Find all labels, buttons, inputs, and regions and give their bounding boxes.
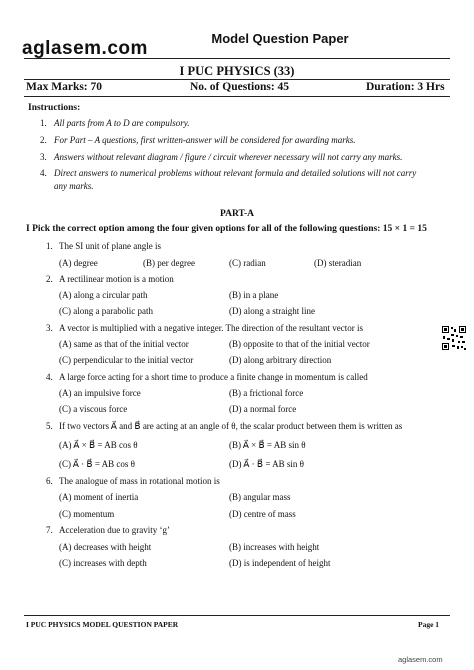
- option: (C) radian: [229, 258, 266, 268]
- page-number: Page 1: [418, 620, 440, 629]
- instruction-item: 4. Direct answers to numerical problems without relevant formula and detailed solutions will not carry: [40, 168, 417, 178]
- instructions-heading: Instructions:: [28, 103, 81, 113]
- option: (A) degree: [59, 258, 98, 268]
- divider: [24, 96, 450, 97]
- option: (C) along a parabolic path: [59, 306, 153, 316]
- max-marks: Max Marks: 70: [26, 81, 103, 93]
- option: (C) A⃗ · B⃗ = AB cos θ: [59, 459, 135, 469]
- option: (A) along a circular path: [59, 290, 148, 300]
- question: 1. The SI unit of plane angle is: [46, 241, 161, 251]
- option: (B) in a plane: [229, 290, 279, 300]
- question-count: No. of Questions: 45: [190, 81, 290, 93]
- option: (D) centre of mass: [229, 509, 296, 519]
- subject-title: I PUC PHYSICS (33): [179, 64, 295, 78]
- watermark: aglasem.com: [398, 655, 443, 664]
- option: (A) decreases with height: [59, 542, 152, 552]
- option: (C) a viscous force: [59, 404, 128, 414]
- question: 2. A rectilinear motion is a motion: [46, 274, 174, 284]
- option: (C) momentum: [59, 509, 115, 519]
- option: (B) a frictional force: [229, 388, 304, 398]
- option: (A) an impulsive force: [59, 388, 141, 398]
- instruction-item: 3. Answers without relevant diagram / figure / circuit wherever necessary will not carry any marks.: [40, 152, 403, 162]
- option: (C) increases with depth: [59, 558, 147, 568]
- footer-title: I PUC PHYSICS MODEL QUESTION PAPER: [26, 620, 179, 629]
- part-heading: PART-A: [220, 209, 254, 219]
- site-logo: aglasem.com: [22, 38, 148, 59]
- option: (D) along arbitrary direction: [229, 355, 332, 365]
- instruction-item: 2. For Part – A questions, first written-answer will be considered for awarding marks.: [40, 135, 356, 145]
- option: (B) opposite to that of the initial vector: [229, 339, 370, 349]
- option: (A) moment of inertia: [59, 492, 139, 502]
- instruction-item: any marks.: [54, 181, 94, 191]
- option: (B) increases with height: [229, 542, 320, 552]
- option: (B) angular mass: [229, 492, 291, 502]
- option: (C) perpendicular to the initial vector: [59, 355, 194, 365]
- duration: Duration: 3 Hrs: [366, 81, 445, 93]
- option: (D) steradian: [314, 258, 362, 268]
- divider: [24, 58, 450, 59]
- question: 7. Acceleration due to gravity ‘g’: [46, 525, 170, 535]
- option: (B) per degree: [143, 258, 195, 268]
- paper-title: Model Question Paper: [211, 31, 349, 46]
- question: 6. The analogue of mass in rotational motion is: [46, 476, 220, 486]
- question: 4. A large force acting for a short time to produce a finite change in momentum is called: [46, 372, 368, 382]
- divider: [24, 79, 450, 80]
- option: (A) same as that of the initial vector: [59, 339, 189, 349]
- option: (D) a normal force: [229, 404, 297, 414]
- section-instruction: I Pick the correct option among the four given options for all of the following questions: 15 × 1 = 15: [26, 224, 427, 234]
- question: 3. A vector is multiplied with a negative integer. The direction of the resultant vector is: [46, 323, 364, 333]
- option: (D) is independent of height: [229, 558, 331, 568]
- instruction-item: 1. All parts from A to D are compulsory.: [40, 118, 190, 128]
- footer-divider: [24, 615, 450, 616]
- option: (A) A⃗ × B⃗ = AB cos θ: [59, 440, 138, 450]
- question: 5. If two vectors A⃗ and B⃗ are acting at an angle of θ, the scalar product between them is written as: [46, 421, 403, 431]
- option: (B) A⃗ × B⃗ = AB sin θ: [229, 440, 306, 450]
- qr-code-icon: [441, 325, 467, 351]
- option: (D) A⃗ · B⃗ = AB sin θ: [229, 459, 304, 469]
- option: (D) along a straight line: [229, 306, 315, 316]
